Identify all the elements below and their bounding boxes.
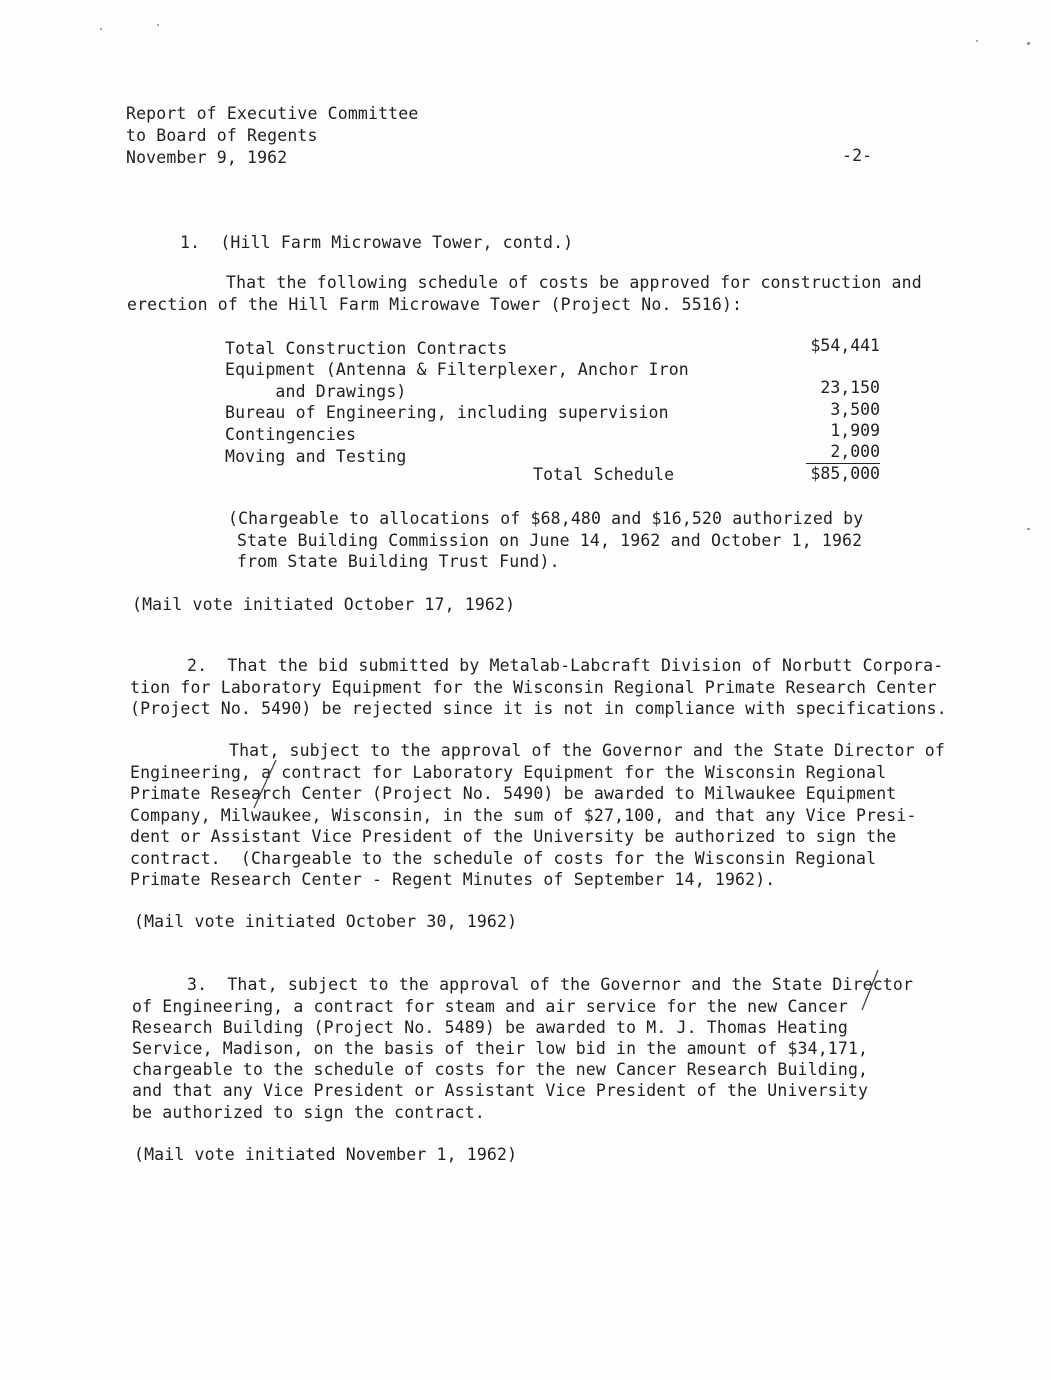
item2-p2-line-2: Engineering, a contract for Laboratory Equipment for the Wisconsin Regional — [130, 763, 887, 782]
schedule-label-3: and Drawings) — [225, 382, 407, 401]
correction-mark-1 — [250, 758, 280, 810]
item1-charge-line-2: State Building Commission on June 14, 1962 and October 1, 1962 — [237, 531, 863, 550]
scan-speck — [1027, 42, 1030, 45]
item3-mail-vote: (Mail vote initiated November 1, 1962) — [134, 1145, 518, 1164]
schedule-amount-4: 3,500 — [830, 400, 880, 419]
schedule-amount-6: 2,000 — [830, 442, 880, 461]
item2-p2-line-7: Primate Research Center - Regent Minutes of September 14, 1962). — [130, 870, 776, 889]
scan-speck — [157, 24, 159, 26]
item1-mail-vote: (Mail vote initiated October 17, 1962) — [132, 595, 516, 614]
item3-line-6: and that any Vice President or Assistant Vice President of the University — [132, 1081, 869, 1100]
item2-p1-line-2: tion for Laboratory Equipment for the Wisconsin Regional Primate Research Center — [130, 678, 937, 697]
item3-line-7: be authorized to sign the contract. — [132, 1103, 485, 1122]
schedule-label-6: Moving and Testing — [225, 447, 407, 466]
schedule-total-amount: $85,000 — [810, 464, 880, 483]
item2-p2-line-6: contract. (Chargeable to the schedule of costs for the Wisconsin Regional — [130, 849, 877, 868]
item3-line-3: Research Building (Project No. 5489) be awarded to M. J. Thomas Heating — [132, 1018, 848, 1037]
item2-p1-line-3: (Project No. 5490) be rejected since it is not in compliance with specifications. — [130, 699, 947, 718]
item2-p2-line-1: That, subject to the approval of the Governor and the State Director of — [229, 741, 945, 760]
schedule-label-4: Bureau of Engineering, including supervision — [225, 403, 669, 422]
scan-speck — [976, 40, 978, 42]
schedule-amount-1: $54,441 — [810, 336, 880, 355]
item2-p2-line-4: Company, Milwaukee, Wisconsin, in the sum of $27,100, and that any Vice Presi- — [130, 806, 917, 825]
scan-speck — [100, 28, 102, 30]
item2-p2-line-5: dent or Assistant Vice President of the University be authorized to sign the — [130, 827, 897, 846]
item2-mail-vote: (Mail vote initiated October 30, 1962) — [134, 912, 518, 931]
header-line-1: Report of Executive Committee — [126, 104, 419, 123]
header-line-2: to Board of Regents — [126, 126, 318, 145]
schedule-label-1: Total Construction Contracts — [225, 339, 508, 358]
page-number: -2- — [842, 146, 873, 165]
schedule-amount-3: 23,150 — [820, 378, 880, 397]
item3-line-2: of Engineering, a contract for steam and air service for the new Cancer — [132, 997, 848, 1016]
item1-intro-line-1: That the following schedule of costs be approved for construction and — [226, 273, 922, 292]
header-date: November 9, 1962 — [126, 148, 288, 167]
schedule-label-5: Contingencies — [225, 425, 357, 444]
scan-speck — [1027, 528, 1030, 530]
item3-line-1: 3. That, subject to the approval of the Governor and the State Director — [187, 975, 914, 994]
schedule-label-2: Equipment (Antenna & Filterplexer, Anchor Iron — [225, 360, 689, 379]
schedule-amount-5: 1,909 — [830, 421, 880, 440]
item1-heading: 1. (Hill Farm Microwave Tower, contd.) — [180, 233, 574, 252]
item3-line-5: chargeable to the schedule of costs for the new Cancer Research Building, — [132, 1060, 869, 1079]
item1-charge-line-3: from State Building Trust Fund). — [237, 552, 560, 571]
item1-charge-line-1: (Chargeable to allocations of $68,480 and $16,520 authorized by — [228, 509, 864, 528]
item2-p1-line-1: 2. That the bid submitted by Metalab-Labcraft Division of Norbutt Corpora- — [187, 656, 944, 675]
item1-intro-line-2: erection of the Hill Farm Microwave Tower (Project No. 5516): — [127, 295, 743, 314]
schedule-total-label: Total Schedule — [533, 465, 675, 484]
item3-line-4: Service, Madison, on the basis of their low bid in the amount of $34,171, — [132, 1039, 869, 1058]
item2-p2-line-3: Primate Research Center (Project No. 5490) be awarded to Milwaukee Equipment — [130, 784, 897, 803]
